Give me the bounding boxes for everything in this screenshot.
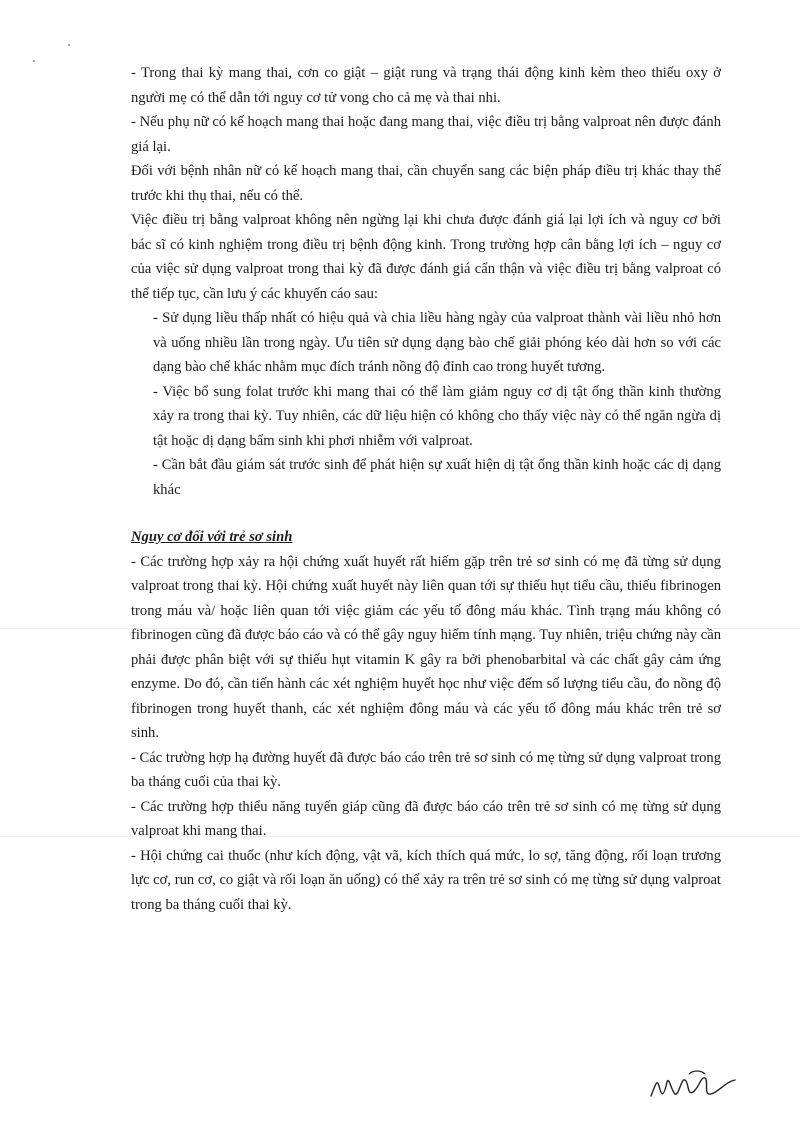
section-title: Nguy cơ đối với trẻ sơ sinh bbox=[131, 529, 293, 545]
paragraph: - Hội chứng cai thuốc (như kích động, vật vã, kích thích quá mức, lo sợ, tăng động, rối loạn trương lực cơ, run cơ, co giật và rối loạn ăn uống) có thể xảy ra trên trẻ sơ sinh có mẹ từng sử dụng valproat trong ba tháng cuối thai kỳ. bbox=[131, 847, 721, 913]
paragraph: - Nếu phụ nữ có kế hoạch mang thai hoặc đang mang thai, việc điều trị bằng valproat nên được đánh giá lại. bbox=[131, 114, 721, 155]
paragraph: - Trong thai kỳ mang thai, cơn co giật – giật rung và trạng thái động kinh kèm theo thiếu oxy ở người mẹ có thể dẫn tới nguy cơ tử vong cho cả mẹ và thai nhi. bbox=[131, 65, 721, 106]
paragraph: Đối với bệnh nhân nữ có kế hoạch mang thai, cần chuyển sang các biện pháp điều trị khác thay thế trước khi thụ thai, nếu có thể. bbox=[131, 163, 721, 204]
recommendation-item: - Việc bổ sung folat trước khi mang thai có thể làm giảm nguy cơ dị tật ống thần kinh thường xảy ra trong thai kỳ. Tuy nhiên, các dữ liệu hiện có không cho thấy việc này có thể ngăn ngừa dị tật hoặc dị dạng bẩm sinh khi phơi nhiễm với valproat. bbox=[153, 383, 721, 449]
scan-speck bbox=[33, 60, 35, 62]
paragraph: - Các trường hợp thiểu năng tuyến giáp cũng đã được báo cáo trên trẻ sơ sinh có mẹ từng sử dụng valproat khi mang thai. bbox=[131, 798, 721, 839]
recommendation-list bbox=[131, 306, 721, 502]
recommendation-item: - Sử dụng liều thấp nhất có hiệu quả và chia liều hàng ngày của valproat thành vài liều nhỏ hơn và uống nhiều lần trong ngày. Ưu tiên sử dụng dạng bào chế giải phóng kéo dài hơn so với các dạng bào chế khác nhằm mục đích tránh nồng độ đỉnh cao trong huyết tương. bbox=[153, 310, 721, 375]
handwritten-signature bbox=[645, 1056, 745, 1116]
paragraph: - Các trường hợp hạ đường huyết đã được báo cáo trên trẻ sơ sinh có mẹ từng sử dụng valproat trong ba tháng cuối của thai kỳ. bbox=[131, 749, 721, 790]
scan-speck bbox=[68, 44, 70, 46]
recommendation-item: - Cần bắt đầu giám sát trước sinh để phát hiện sự xuất hiện dị tật ống thần kinh hoặc các dị dạng khác bbox=[153, 457, 721, 498]
paragraph: Việc điều trị bằng valproat không nên ngừng lại khi chưa được đánh giá lại lợi ích và nguy cơ bởi bác sĩ có kinh nghiệm trong điều trị bệnh động kinh. Trong trường hợp cân bằng lợi ích – nguy cơ của việc sử dụng valproat trong thai kỳ đã được đánh giá cẩn thận và việc điều trị bằng valproat có thể tiếp tục, cần lưu ý các khuyến cáo sau: bbox=[131, 212, 721, 302]
document-body bbox=[131, 61, 721, 917]
paragraph: - Các trường hợp xảy ra hội chứng xuất huyết rất hiếm gặp trên trẻ sơ sinh có mẹ đã từng sử dụng valproat trong thai kỳ. Hội chứng xuất huyết này liên quan tới sự thiếu hụt tiểu cầu, thiếu fibrinogen trong máu và/ hoặc liên quan tới việc giảm các yếu tố đông máu khác. Tình trạng máu không có fibrinogen cũng đã được báo cáo và có thể gây nguy hiểm tính mạng. Tuy nhiên, triệu chứng này cần phải được phân biệt với sự thiếu hụt vitamin K gây ra bởi phenobarbital và các chất gây cảm ứng enzyme. Do đó, cần tiến hành các xét nghiệm huyết học như việc đếm số lượng tiểu cầu, đo nồng độ fibrinogen trong huyết thanh, các xét nghiệm đông máu và các yếu tố đông máu khác trên trẻ sơ sinh. bbox=[131, 553, 721, 741]
